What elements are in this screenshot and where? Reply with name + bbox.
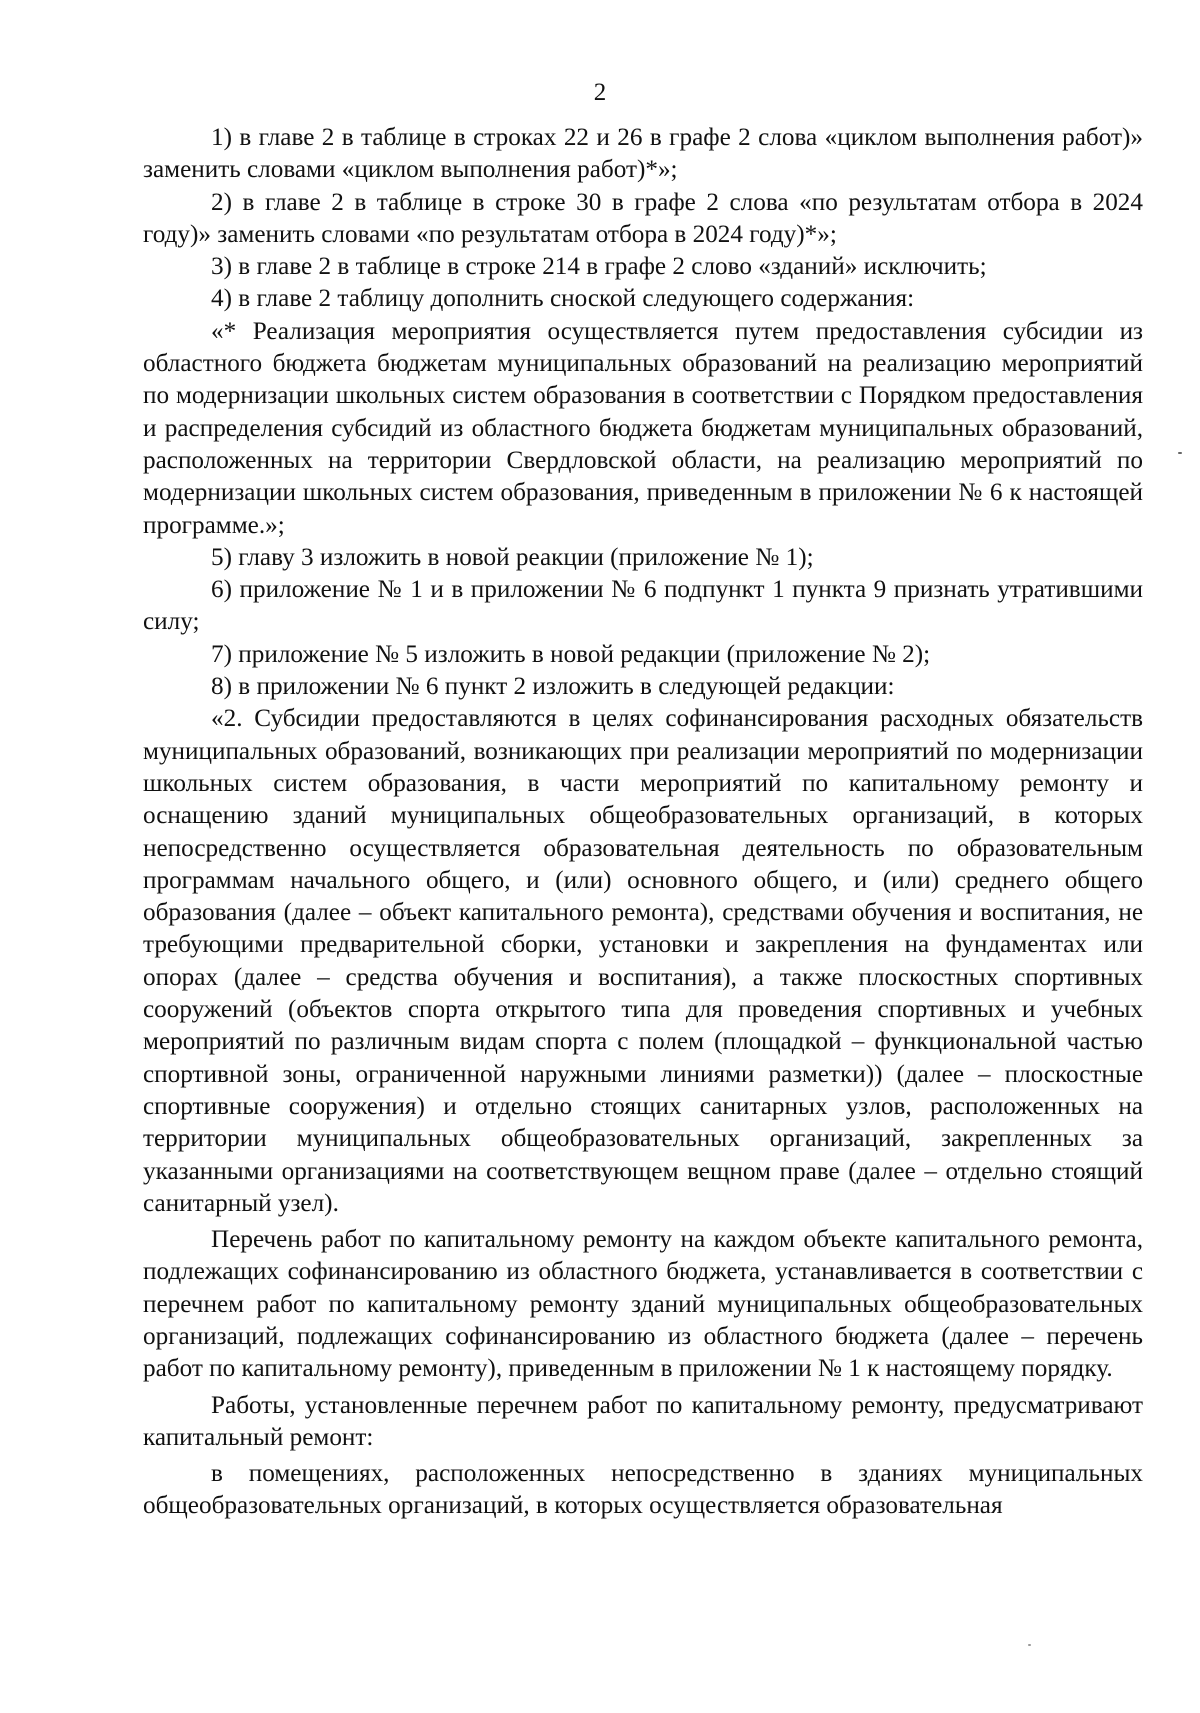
paragraph-item-6: 6) приложение № 1 и в приложении № 6 подпункт 1 пункта 9 признать утратившими силу;	[143, 576, 1143, 636]
document-body	[143, 122, 1143, 1523]
scan-speck	[1178, 452, 1182, 454]
scan-speck	[1028, 1644, 1031, 1646]
paragraph-item-3: 3) в главе 2 в таблице в строке 214 в графе 2 слово «зданий» исключить;	[211, 253, 987, 281]
new-item-2-text: «2. Субсидии предоставляются в целях софинансирования расходных обязательств муниципальных образований, возникающих при реализации мероприятий по модернизации школьных систем образования, в части мероприятий по капитальному ремонту и оснащению зданий муниципальных общеобразовательных организаций, в которых непосредственно осуществляется образовательная деятельность по образовательным программам начального общего, и (или) основного общего, и (или) среднего общего образования (далее – объект капитального ремонта), средствами обучения и воспитания, не требующими предварительной сборки, установки и закрепления на фундаментах или опорах (далее – средства обучения и воспитания), а также плоскостных спортивных сооружений (объектов спорта открытого типа для проведения спортивных и учебных мероприятий по различным видам спорта с полем (площадкой – функциональной частью спортивной зоны, ограниченной наружными линиями разметки)) (далее – плоскостные спортивные сооружения) и отдельно стоящих санитарных узлов, расположенных на территории муниципальных общеобразовательных организаций, закрепленных за указанными организациями на соответствующем вещном праве (далее – отдельно стоящий санитарный узел).	[143, 705, 1143, 1217]
works-scope-paragraph: Работы, установленные перечнем работ по капитальному ремонту, предусматривают капитальный ремонт:	[143, 1391, 1143, 1451]
paragraph-item-7: 7) приложение № 5 изложить в новой редакции (приложение № 2);	[211, 640, 931, 668]
paragraph-item-4: 4) в главе 2 таблицу дополнить сноской следующего содержания:	[211, 285, 915, 313]
works-list-paragraph: Перечень работ по капитальному ремонту на каждом объекте капитального ремонта, подлежащих софинансированию из областного бюджета, устанавливается в соответствии с перечнем работ по капитальному ремонту зданий муниципальных общеобразовательных организаций, подлежащих софинансированию из областного бюджета (далее – перечень работ по капитальному ремонту), приведенным в приложении № 1 к настоящему порядку.	[143, 1226, 1143, 1383]
page-number: 2	[593, 79, 607, 106]
paragraph-item-1: 1) в главе 2 в таблице в строках 22 и 26 в графе 2 слова «циклом выполнения работ)» заменить словами «циклом выполнения работ)*»;	[143, 124, 1143, 184]
paragraph-item-2: 2) в главе 2 в таблице в строке 30 в графе 2 слова «по результатам отбора в 2024 году)» заменить словами «по результатам отбора в 2024 году)*»;	[143, 188, 1143, 248]
footnote-quote: «* Реализация мероприятия осуществляется путем предоставления субсидии из областного бюджета бюджетам муниципальных образований на реализацию мероприятий по модернизации школьных систем образования в соответствии с Порядком предоставления и распределения субсидий из областного бюджета бюджетам муниципальных образований, расположенных на территории Свердловской области, на реализацию мероприятий по модернизации школьных систем образования, приведенным в приложении № 6 к настоящей программе.»;	[143, 317, 1143, 539]
premises-paragraph: в помещениях, расположенных непосредственно в зданиях муниципальных общеобразовательных организаций, в которых осуществляется образовательная	[143, 1460, 1143, 1520]
paragraph-item-8: 8) в приложении № 6 пункт 2 изложить в следующей редакции:	[211, 673, 895, 701]
paragraph-item-5: 5) главу 3 изложить в новой реакции (приложение № 1);	[211, 543, 814, 571]
